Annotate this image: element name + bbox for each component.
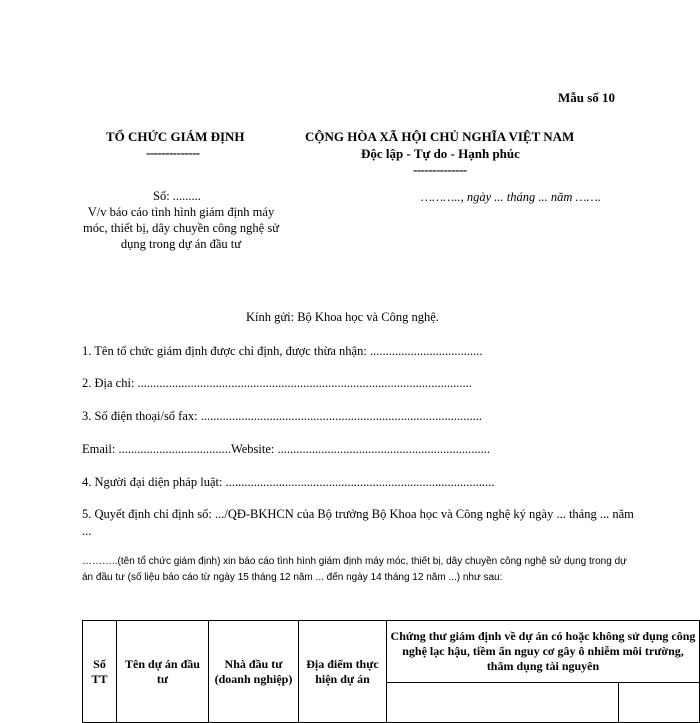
document-number: Số: .........: [153, 189, 201, 203]
field-phone-fax: 3. Số điện thoại/số fax: ..........................................................................................: [82, 409, 482, 423]
header-certificate: Chứng thư giám định về dự án có hoặc không sử dụng công nghệ lạc hậu, tiềm ẩn nguy cơ gây ô nhiễm môi trường, thâm dụng tài nguyên: [387, 621, 700, 683]
header-project-name: Tên dự án đầu tư: [117, 621, 209, 723]
field-decision: 5. Quyết định chỉ định số: .../QĐ-BKHCN của Bộ trưởng Bộ Khoa học và Công nghệ ký ngày ... tháng ... năm ...: [82, 507, 634, 538]
header-investor: Nhà đầu tư (doanh nghiệp): [209, 621, 299, 723]
organization-divider: --------------: [146, 145, 200, 160]
national-title: CỘNG HÒA XÃ HỘI CHỦ NGHĨA VIỆT NAM: [305, 129, 575, 144]
date-line: ……….., ngày ... tháng ... năm …….: [421, 190, 601, 204]
national-motto: Độc lập - Tự do - Hạnh phúc: [361, 146, 520, 161]
field-organization-name: 1. Tên tổ chức giám định được chỉ định, được thừa nhận: ....................................: [82, 344, 483, 358]
subheader-cell-2: [619, 683, 700, 723]
report-paragraph: ………..(tên tổ chức giám định) xin báo cáo tình hình giám định máy móc, thiết bị, dây chuyền công nghệ sử dụng trong dự án đầu tư (số liệu báo cáo từ ngày 15 tháng 12 năm ... đến ngày 14 tháng 12 năm ...) như sau:: [82, 556, 627, 583]
form-number: Mẫu số 10: [558, 90, 616, 105]
field-email-website: Email: ....................................Website: ....................................................................: [82, 442, 491, 456]
header-location: Địa điểm thực hiện dự án: [299, 621, 387, 723]
header-stt: Số TT: [83, 621, 117, 723]
subheader-cell-1: [387, 683, 619, 723]
motto-divider: --------------: [413, 162, 467, 177]
field-address: 2. Địa chỉ: ...........................................................................................................: [82, 376, 472, 390]
recipient-line: Kính gửi: Bộ Khoa học và Công nghệ.: [246, 310, 439, 324]
field-legal-representative: 4. Người đại diện pháp luật: ......................................................................................: [82, 475, 495, 489]
organization-name: TỔ CHỨC GIÁM ĐỊNH: [106, 129, 245, 144]
document-subject: V/v báo cáo tình hình giám định máy móc, thiết bị, dây chuyền công nghệ sử dụng trong dự án đầu tư: [83, 205, 279, 251]
report-table: [82, 620, 700, 723]
